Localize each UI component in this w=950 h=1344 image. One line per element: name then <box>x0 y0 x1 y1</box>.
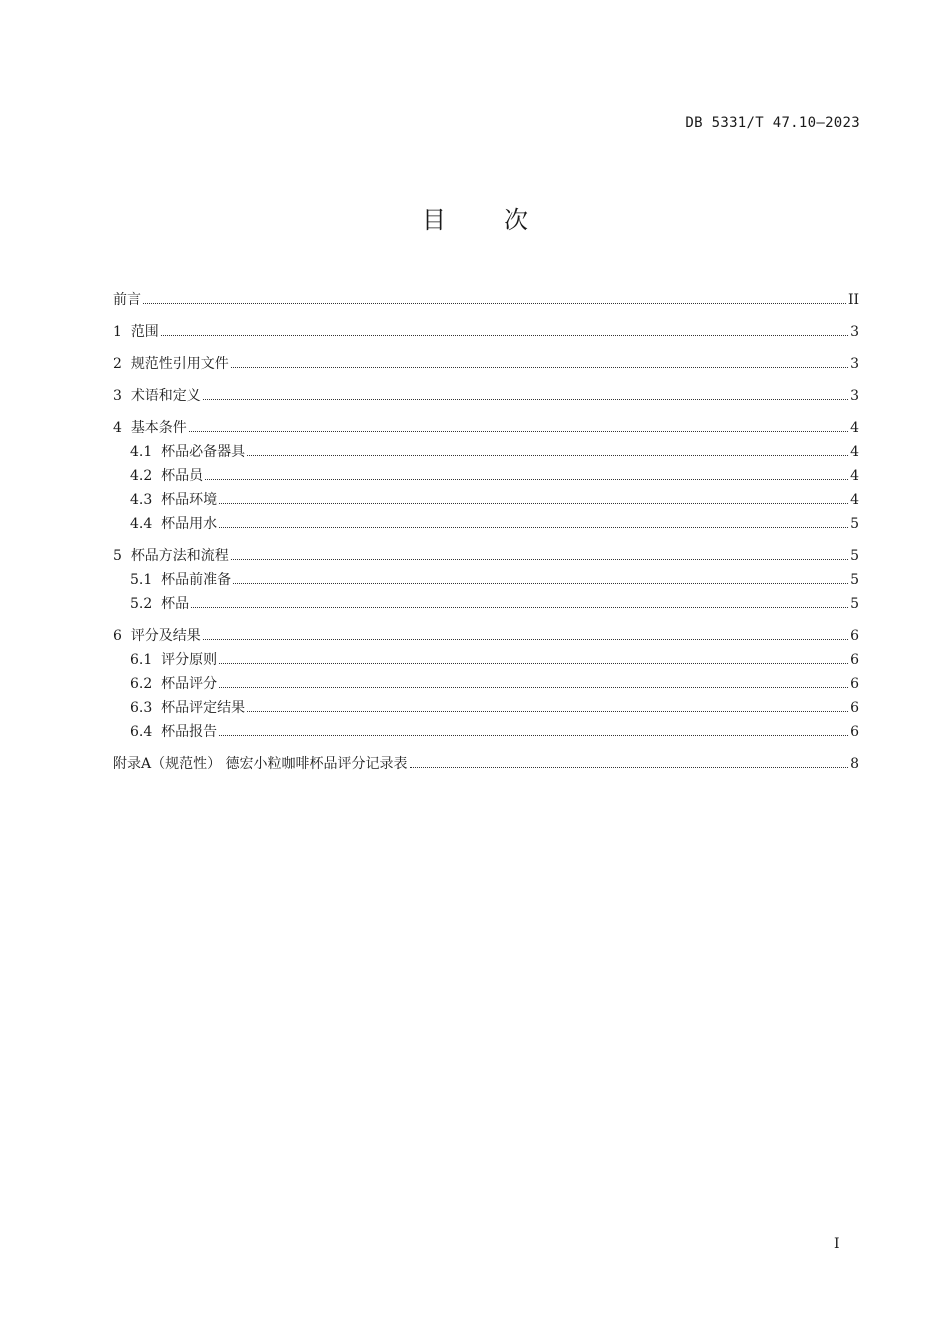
dot-leader <box>219 686 848 688</box>
dot-leader <box>189 430 848 432</box>
toc-entry-label: 杯品报告 <box>161 724 218 740</box>
dot-leader <box>161 334 848 336</box>
toc-entry-label: 附录A（规范性） 德宏小粒咖啡杯品评分记录表 <box>113 756 408 772</box>
toc-entry-page: II <box>847 292 859 308</box>
toc-entry-label: 杯品环境 <box>161 492 218 508</box>
toc-entry-number: 4.4 <box>130 516 162 532</box>
dot-leader <box>219 662 848 664</box>
toc-entry-page: 6 <box>850 724 859 740</box>
toc-entry-label: 范围 <box>130 324 159 340</box>
dot-leader <box>410 766 849 768</box>
toc-entry-number: 4 <box>113 420 131 436</box>
dot-leader <box>231 558 848 560</box>
toc-entry-number: 3 <box>113 388 131 404</box>
toc-entry[interactable] <box>113 568 859 592</box>
toc-entry-number: 4.3 <box>130 492 162 508</box>
toc-entry-label: 杯品评分 <box>161 676 218 692</box>
document-code: DB 5331/T 47.10—2023 <box>685 115 860 131</box>
toc-entry-page: 3 <box>850 356 859 372</box>
toc-entry-page: 4 <box>850 468 859 484</box>
toc-entry-page: 4 <box>850 444 859 460</box>
toc-entry-page: 6 <box>850 700 859 716</box>
toc-entry-label: 基本条件 <box>130 420 187 436</box>
toc-entry-number: 1 <box>113 324 131 340</box>
toc-entry-number: 5.2 <box>130 596 162 612</box>
toc-entry-number: 5.1 <box>130 572 162 588</box>
toc-entry[interactable] <box>113 288 859 312</box>
toc-entry[interactable] <box>113 544 859 568</box>
toc-entry-page: 4 <box>850 420 859 436</box>
toc-entry[interactable] <box>113 416 859 440</box>
toc-entry[interactable] <box>113 440 859 464</box>
toc-entry-number: 6.4 <box>130 724 162 740</box>
toc-entry[interactable] <box>113 624 859 648</box>
toc-entry-label: 评分原则 <box>161 652 218 668</box>
toc-entry-page: 8 <box>850 756 859 772</box>
toc-entry-label: 规范性引用文件 <box>130 356 229 372</box>
dot-leader <box>233 582 848 584</box>
toc-entry-page: 4 <box>850 492 859 508</box>
toc-entry-label: 杯品用水 <box>161 516 218 532</box>
toc-entry[interactable] <box>113 720 859 744</box>
toc-entry-label: 杯品员 <box>161 468 204 484</box>
toc-entry-number: 6.1 <box>130 652 162 668</box>
toc-entry[interactable] <box>113 752 859 776</box>
toc-entry-label: 评分及结果 <box>130 628 201 644</box>
toc-entry[interactable] <box>113 592 859 616</box>
toc-entry-number: 6.2 <box>130 676 162 692</box>
toc-entry-label: 杯品评定结果 <box>161 700 246 716</box>
toc-entry-label: 杯品必备器具 <box>161 444 246 460</box>
title-part-2: 次 <box>504 206 528 234</box>
toc-entry-label: 杯品前准备 <box>161 572 232 588</box>
toc-entry-number: 6.3 <box>130 700 162 716</box>
toc-entry-page: 5 <box>850 516 859 532</box>
toc-entry-label: 杯品方法和流程 <box>130 548 229 564</box>
toc-entry-number: 4.2 <box>130 468 162 484</box>
dot-leader <box>247 710 848 712</box>
toc-entry-page: 6 <box>850 676 859 692</box>
dot-leader <box>203 398 848 400</box>
dot-leader <box>205 478 848 480</box>
toc-entry-label: 术语和定义 <box>130 388 201 404</box>
toc-entry-page: 3 <box>850 388 859 404</box>
toc-entry-page: 3 <box>850 324 859 340</box>
toc-entry-page: 5 <box>850 596 859 612</box>
dot-leader <box>219 734 848 736</box>
toc-entry-page: 5 <box>850 548 859 564</box>
toc-entry-number: 4.1 <box>130 444 162 460</box>
dot-leader <box>143 302 846 304</box>
table-of-contents <box>113 288 859 776</box>
toc-entry[interactable] <box>113 512 859 536</box>
toc-entry[interactable] <box>113 488 859 512</box>
title-part-1: 目 <box>422 206 446 234</box>
toc-entry[interactable] <box>113 352 859 376</box>
toc-entry-number: 2 <box>113 356 131 372</box>
toc-entry[interactable] <box>113 464 859 488</box>
toc-entry[interactable] <box>113 320 859 344</box>
toc-entry[interactable] <box>113 648 859 672</box>
dot-leader <box>219 526 848 528</box>
toc-entry-page: 5 <box>850 572 859 588</box>
dot-leader <box>191 606 848 608</box>
toc-entry-label: 杯品 <box>161 596 190 612</box>
toc-entry[interactable] <box>113 672 859 696</box>
toc-entry-label: 前言 <box>113 292 141 308</box>
dot-leader <box>203 638 848 640</box>
toc-entry-page: 6 <box>850 628 859 644</box>
dot-leader <box>231 366 848 368</box>
toc-entry[interactable] <box>113 384 859 408</box>
dot-leader <box>219 502 848 504</box>
page-number: I <box>834 1236 840 1252</box>
page-title <box>0 200 950 235</box>
toc-entry[interactable] <box>113 696 859 720</box>
toc-entry-number: 5 <box>113 548 131 564</box>
dot-leader <box>247 454 848 456</box>
toc-entry-number: 6 <box>113 628 131 644</box>
toc-entry-page: 6 <box>850 652 859 668</box>
